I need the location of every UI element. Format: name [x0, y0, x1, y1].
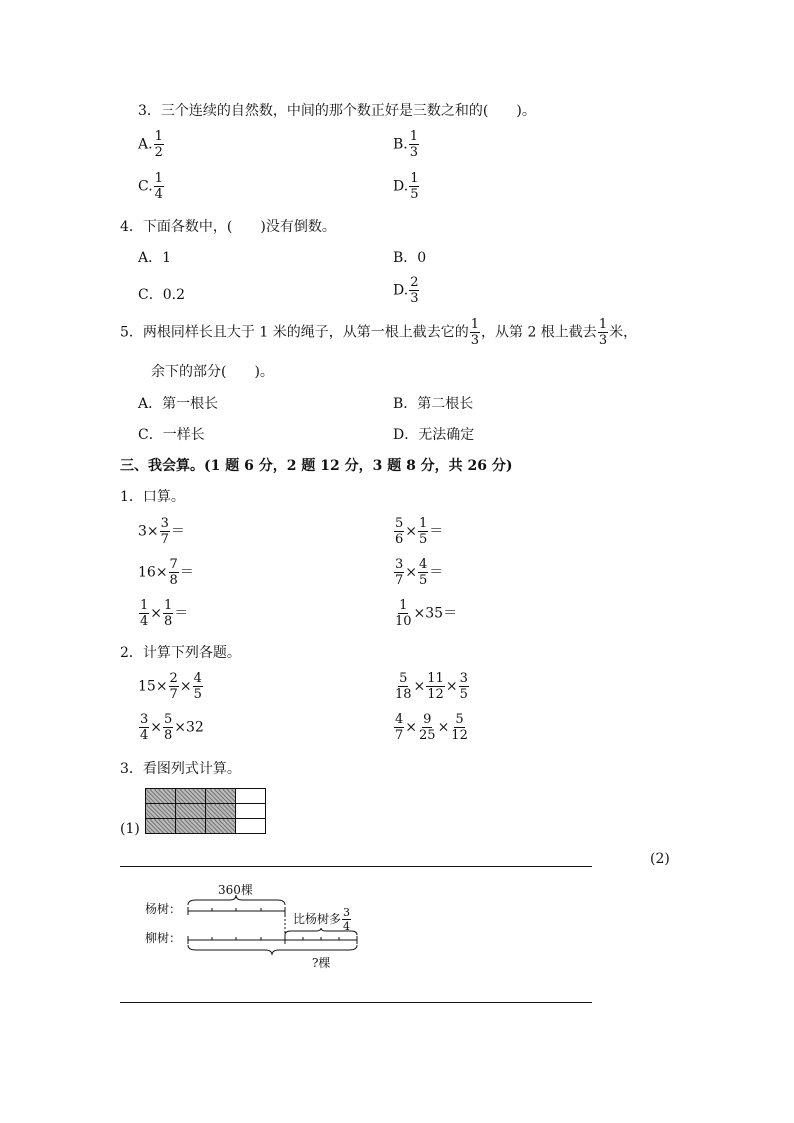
q5-stem-line2: 余下的部分( )。 [151, 364, 274, 380]
q5-stem-part-a: 5．两根同样长且大于 1 米的绳子，从第一根上截去它的 [120, 324, 469, 341]
q3-option-a-label: A. [138, 136, 153, 153]
figure-2-compare-text: 比杨树多 [293, 912, 342, 926]
q3-stem: 3．三个连续的自然数，中间的那个数正好是三数之和的( )。 [138, 103, 536, 119]
q4-option-a[interactable]: A．1 [138, 250, 172, 266]
q3-option-b-label: B. [393, 136, 408, 153]
q4-option-d-fraction: $\frac{2}{3}$ [410, 275, 419, 306]
part-2-title: 2．计算下列各题。 [120, 645, 241, 661]
q3-option-a-fraction: $\frac{1}{2}$ [154, 129, 163, 160]
oral-calc-5: $\frac{1}{4}$ × $\frac{1}{8}$ ＝ [140, 598, 189, 629]
q3-option-d-fraction: $\frac{1}{5}$ [410, 171, 419, 202]
calc-2: $\frac{5}{18}$ × $\frac{11}{12}$ × $\frac{3}{5}$ [395, 671, 468, 702]
q3-option-c-label: C. [138, 178, 153, 195]
figure-2-extra-brace [285, 928, 357, 935]
oral-calc-3: 16× $\frac{7}{8}$ ＝ [138, 557, 194, 588]
figure-1-label: (1) [120, 821, 140, 837]
figure-2-bottom-brace [188, 945, 357, 955]
q4-stem: 4．下面各数中，( )没有倒数。 [120, 219, 336, 235]
q5-fraction-2: $\frac{1}{3}$ [598, 317, 608, 348]
q3-option-d-label: D. [393, 178, 409, 195]
q5-option-b[interactable]: B．第二根长 [393, 396, 474, 412]
figure-2-row1-label: 杨树： [145, 902, 182, 916]
q5-stem-part-b: ，从第 2 根上截去 [481, 324, 597, 341]
section-3-heading: 三、我会算。(1 题 6 分，2 题 12 分，3 题 8 分，共 26 分) [120, 458, 513, 474]
q3-option-b-fraction: $\frac{1}{3}$ [409, 129, 419, 160]
oral-calc-1: 3× $\frac{3}{7}$ ＝ [138, 516, 185, 547]
calc-1: 15× $\frac{2}{7}$ × $\frac{4}{5}$ [138, 671, 202, 702]
q5-option-a[interactable]: A．第一根长 [138, 396, 219, 412]
q5-stem-part-c: 米， [609, 324, 638, 341]
oral-calc-6: $\frac{1}{10}$ ×35＝ [395, 598, 458, 629]
q5-option-d[interactable]: D．无法确定 [393, 427, 475, 443]
q5-option-c[interactable]: C．一样长 [138, 427, 205, 443]
q5-fraction-1: $\frac{1}{3}$ [470, 317, 479, 348]
oral-calc-2: $\frac{5}{6}$ × $\frac{1}{5}$ ＝ [395, 516, 444, 547]
figure-2-compare-fraction: $\frac{3}{4}$ [343, 906, 351, 933]
q4-option-c[interactable]: C．0.2 [138, 287, 185, 303]
figure-2-top-count: 360棵 [218, 883, 253, 897]
figure-2-unknown: ?棵 [312, 956, 331, 970]
answer-line-2 [120, 1002, 592, 1003]
q4-option-d-label: D. [393, 282, 409, 299]
part-3-title: 3．看图列式计算。 [120, 761, 241, 777]
q3-option-c-fraction: $\frac{1}{4}$ [154, 171, 163, 202]
calc-4: $\frac{4}{7}$ × $\frac{9}{25}$ × $\frac{5}{12}$ [395, 712, 468, 743]
figure-2-top-brace [188, 895, 285, 905]
oral-calc-4: $\frac{3}{7}$ × $\frac{4}{5}$ ＝ [395, 557, 444, 588]
part-1-title: 1．口算。 [120, 489, 185, 505]
figure-2-row2-label: 柳树： [145, 931, 182, 945]
figure-2-label: (2) [650, 851, 670, 867]
q4-option-b[interactable]: B．0 [393, 250, 427, 266]
calc-3: $\frac{3}{4}$ × $\frac{5}{8}$ ×32 [140, 712, 204, 743]
